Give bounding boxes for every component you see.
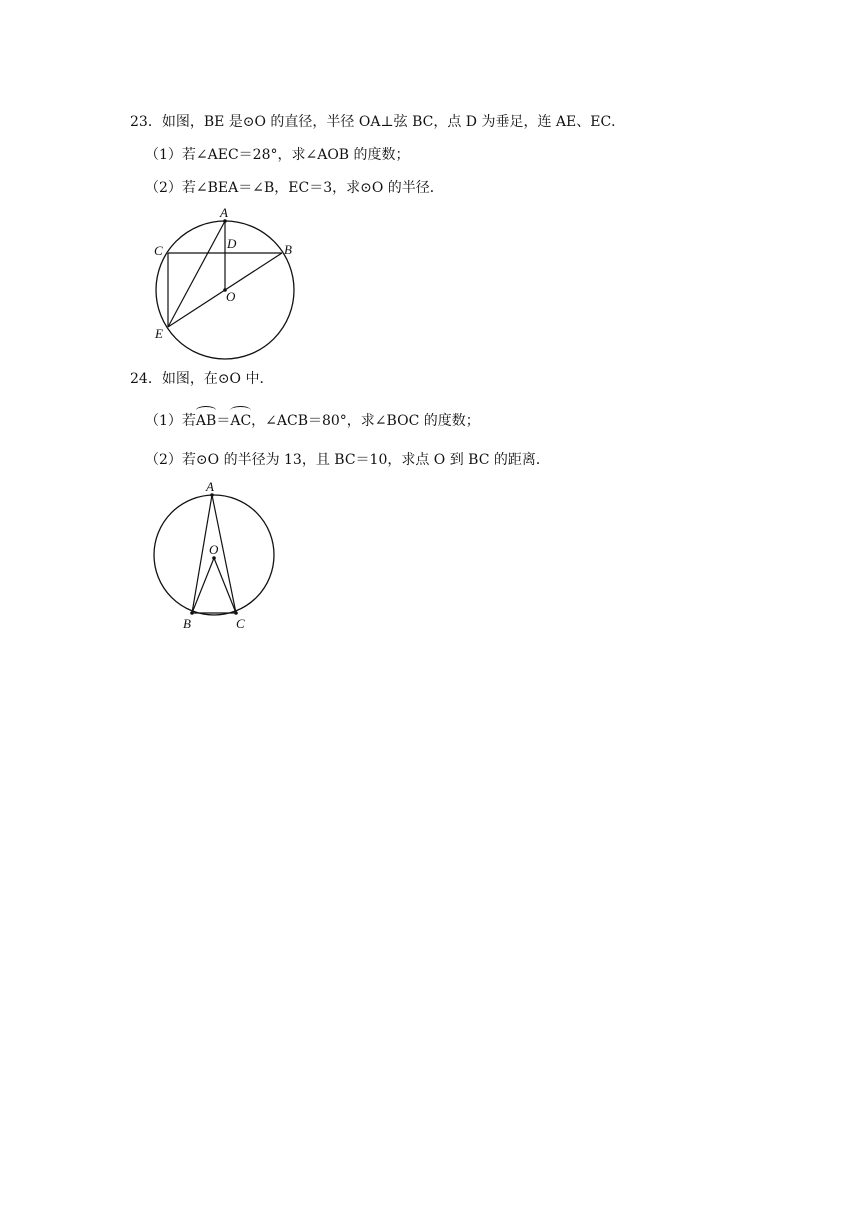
q24-label-c: C — [236, 616, 245, 631]
q24-label-a: A — [206, 480, 214, 494]
q24-part2: （2）若⊙O 的半径为 13，且 BC＝10，求点 O 到 BC 的距离． — [145, 452, 550, 468]
q23-label-c: C — [154, 243, 163, 258]
q24-label-b: B — [183, 616, 191, 631]
q24-label-o: O — [209, 542, 219, 557]
q24-arc-ac: AC — [230, 413, 252, 429]
q24-part1-suffix: ，∠ACB＝80°，求∠BOC 的度数； — [251, 413, 480, 429]
q23-segment-ae — [168, 221, 225, 327]
q24-figure — [145, 480, 285, 635]
q23-part2: （2）若∠BEA＝∠B，EC＝3，求⊙O 的半径． — [145, 180, 444, 196]
q24-segment-ob — [192, 558, 214, 613]
q24-part1 — [145, 411, 480, 431]
q23-label-e: E — [155, 326, 163, 341]
q23-stem: 23．如图，BE 是⊙O 的直径，半径 OA⊥弦 BC，点 D 为垂足，连 AE、EC． — [130, 114, 626, 130]
q23-label-b: B — [284, 242, 292, 257]
q23-label-o: O — [226, 289, 236, 304]
q24-segment-oc — [214, 558, 236, 613]
q24-point-c — [234, 611, 238, 615]
q24-eq: ＝ — [216, 413, 231, 429]
q23-label-d: D — [227, 236, 237, 251]
q24-arc-ab: AB — [195, 413, 217, 429]
q24-part1-prefix: （1）若 — [145, 413, 196, 429]
q24-point-b — [190, 611, 194, 615]
q23-figure — [150, 205, 300, 365]
q23-part1: （1）若∠AEC＝28°，求∠AOB 的度数； — [145, 147, 410, 163]
q24-stem: 24．如图，在⊙O 中． — [130, 371, 274, 387]
q23-label-a: A — [220, 205, 228, 220]
